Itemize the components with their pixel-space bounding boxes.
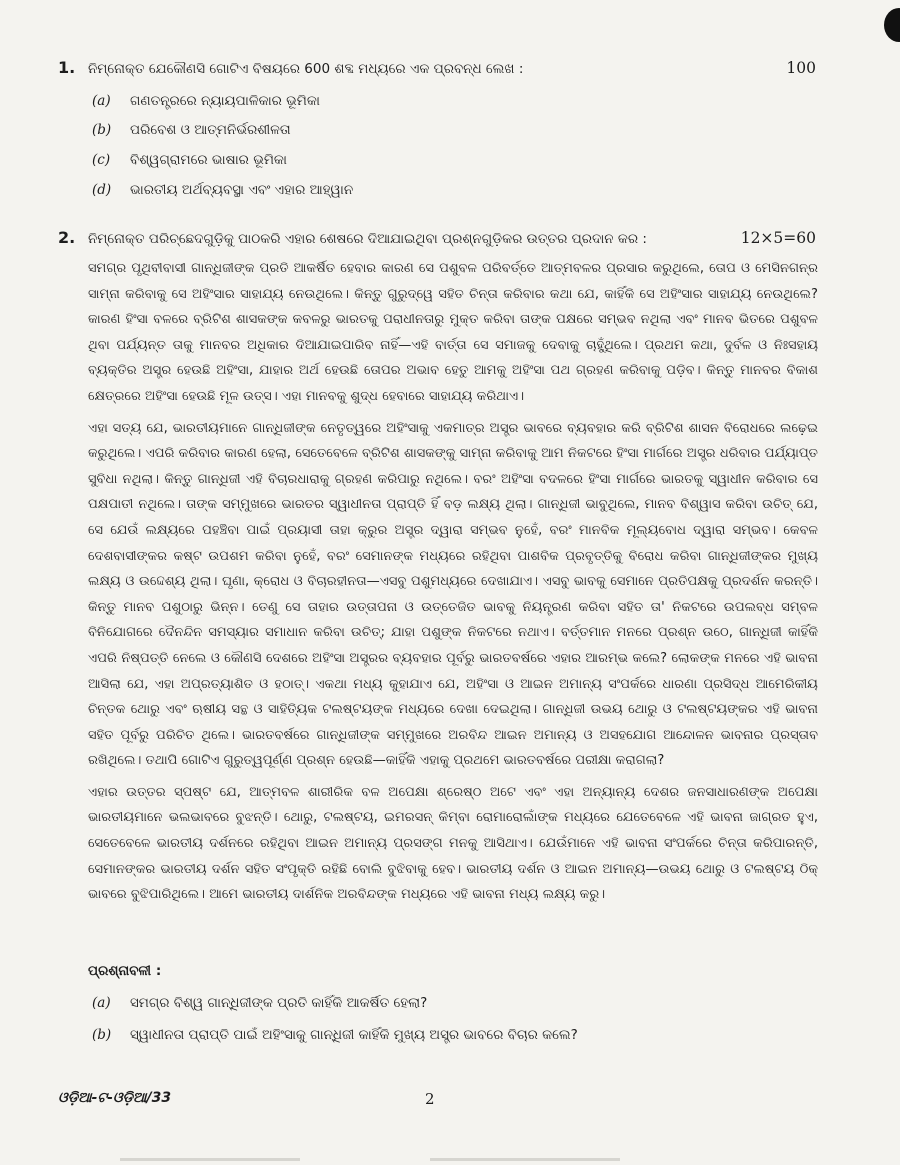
question-2-marks: 12×5=60	[740, 229, 816, 247]
question-1-number: 1.	[58, 58, 76, 77]
question-1-header	[58, 58, 816, 77]
question-1-marks: 100	[786, 59, 816, 77]
option-d	[92, 175, 353, 205]
ink-blot-mark	[884, 8, 900, 42]
option-text: ବିଶ୍ୱଗ୍ରାମରେ ଭାଷାର ଭୂମିକା	[130, 151, 287, 168]
paper-code: ଓଡ଼ିଆ-ଟ-ଓଡ଼ିଆ/33	[58, 1090, 172, 1106]
passage-questions	[92, 987, 578, 1051]
comprehension-passage	[88, 256, 818, 914]
option-label: (b)	[92, 122, 112, 139]
page-footer	[58, 1090, 816, 1114]
page-number: 2	[425, 1090, 435, 1108]
passage-paragraph: ସମଗ୍ର ପୃଥିବୀବାସୀ ଗାନ୍ଧିଜୀଙ୍କ ପ୍ରତି ଆକର୍ଷିତ ହେବାର କାରଣ ସେ ପଶୁବଳ ପରିବର୍ତ୍ତେ ଆତ୍ମବଳର ପ୍ରସାର କରୁଥିଲେ, ତୋପ ଓ ମେସିନଗନ୍‌ର ସାମ୍ନା କରିବାକୁ ସେ ଅହିଂସାର ସାହାଯ୍ୟ ନେଉଥିଲେ। କିନ୍ତୁ ଗୁରୁଦ୍ୱେ ସହିତ ଚିନ୍ତା କରିବାର କଥା ଯେ, କାହିଁକି ସେ ଅହିଂସାର ସାହାଯ୍ୟ ନେଉଥିଲେ? କାରଣ ହିଂସା ବଳରେ ବ୍ରିଟିଶ ଶାସକଙ୍କ କବଳରୁ ଭାରତକୁ ପରାଧୀନତାରୁ ମୁକ୍ତ କରିବା ତାଙ୍କ ପକ୍ଷରେ ସମ୍ଭବ ନଥିଲା ଏବଂ ମାନବ ଭିତରେ ପଶୁବଳ ଥିବା ପର୍ଯ୍ୟନ୍ତ ତାକୁ ମାନବର ଅଧିକାର ଦିଆଯାଇପାରିବ ନାହିଁ—ଏହି ବାର୍ତ୍ତା ସେ ସମାଜକୁ ଦେବାକୁ ଚାହୁଁଥିଲେ। ପ୍ରଥମ କଥା, ଦୁର୍ବଳ ଓ ନିଃସହାୟ ବ୍ୟକ୍ତିର ଅସ୍ତ୍ର ହେଉଛି ଅହିଂସା, ଯାହାର ଅର୍ଥ ହେଉଛି ତୋପର ଅଭାବ ହେତୁ ଆମକୁ ଅହିଂସା ପଥ ଗ୍ରହଣ କରିବାକୁ ପଡ଼ିବ। କିନ୍ତୁ ମାନବର ବିକାଶ କ୍ଷେତ୍ରରେ ଅହିଂସା ହେଉଛି ମୂଳ ଉତ୍ସ। ଏହା ମାନବକୁ ଶୁଦ୍ଧ ହେବାରେ ସାହାଯ୍ୟ କରିଥାଏ।	[88, 261, 818, 404]
question-text: ସ୍ୱାଧୀନତା ପ୍ରାପ୍ତି ପାଇଁ ଅହିଂସାକୁ ଗାନ୍ଧିଜୀ କାହିଁକି ମୁଖ୍ୟ ଅସ୍ତ୍ର ଭାବରେ ବିଚାର କଲେ?	[130, 1027, 578, 1043]
scan-artifact	[120, 1158, 300, 1161]
question-text: ସମଗ୍ର ବିଶ୍ୱ ଗାନ୍ଧିଜୀଙ୍କ ପ୍ରତି କାହିଁକି ଆକର୍ଷିତ ହେଲା?	[130, 995, 428, 1011]
option-text: ଗଣତନ୍ତ୍ରରେ ନ୍ୟାୟପାଳିକାର ଭୂମିକା	[130, 92, 320, 109]
question-2-text: ନିମ୍ନୋକ୍ତ ପରିଚ୍ଛେଦଗୁଡ଼ିକୁ ପାଠକରି ଏହାର ଶେଷରେ ଦିଆଯାଇଥିବା ପ୍ରଶ୍ନଗୁଡ଼ିକର ଉତ୍ତର ପ୍ରଦାନ କର :	[88, 231, 647, 247]
questions-heading: ପ୍ରଶ୍ନାବଳୀ :	[88, 963, 162, 979]
option-text: ଭାରତୀୟ ଅର୍ଥବ୍ୟବସ୍ଥା ଏବଂ ଏହାର ଆହ୍ୱାନ	[130, 181, 354, 198]
passage-question-a	[92, 987, 578, 1019]
passage-paragraph: ଏହାର ଉତ୍ତର ସ୍ପଷ୍ଟ ଯେ, ଆତ୍ମବଳ ଶାରୀରିକ ବଳ ଅପେକ୍ଷା ଶ୍ରେଷ୍ଠ ଅଟେ ଏବଂ ଏହା ଅନ୍ୟାନ୍ୟ ଦେଶର ଜନସାଧାରଣଙ୍କ ଅପେକ୍ଷା ଭାରତୀୟମାନେ ଭଲଭାବରେ ବୁଝନ୍ତି। ଥୋରୁ, ଟଲଷ୍ଟୟ, ଇମରସନ୍ କିମ୍ବା ରୋମାରୋଲାଁଙ୍କ ମଧ୍ୟରେ ଯେତେବେଳେ ଏହି ଭାବନା ଜାଗ୍ରତ ହୁଏ, ସେତେବେଳେ ଭାରତୀୟ ଦର୍ଶନରେ ରହିଥିବା ଆଇନ ଅମାନ୍ୟ ପ୍ରସଙ୍ଗ ମନକୁ ଆସିଥାଏ। ଯେଉଁମାନେ ଏହି ଭାବନା ସଂପର୍କରେ ଚିନ୍ତା କରିପାରନ୍ତି, ସେମାନଙ୍କର ଭାରତୀୟ ଦର୍ଶନ ସହିତ ସଂପୃକ୍ତି ରହିଛି ବୋଲି ବୁଝିବାକୁ ହେବ। ଭାରତୀୟ ଦର୍ଶନ ଓ ଆଇନ ଅମାନ୍ୟ—ଉଭୟ ଥୋରୁ ଓ ଟଲଷ୍ଟୟ ଠିକ୍ ଭାବରେ ବୁଝିପାରିଥିଲେ। ଆମେ ଭାରତୀୟ ଦାର୍ଶନିକ ଅରବିନ୍ଦଙ୍କ ମଧ୍ୟରେ ଏହି ଭାବନା ମଧ୍ୟ ଲକ୍ଷ୍ୟ କରୁ।	[88, 784, 818, 903]
question-1-options	[92, 86, 353, 204]
option-b	[92, 116, 353, 146]
passage-paragraph: ଏହା ସତ୍ୟ ଯେ, ଭାରତୀୟମାନେ ଗାନ୍ଧିଜୀଙ୍କ ନେତୃତ୍ୱରେ ଅହିଂସାକୁ ଏକମାତ୍ର ଅସ୍ତ୍ର ଭାବରେ ବ୍ୟବହାର କରି ବ୍ରିଟିଶ ଶାସନ ବିରୋଧରେ ଲଢ଼େଇ କରୁଥିଲେ। ଏପରି କରିବାର କାରଣ ହେଲା, ସେତେବେଳେ ବ୍ରିଟିଶ ଶାସକଙ୍କୁ ସାମ୍ନା କରିବାକୁ ଆମ ନିକଟରେ ହିଂସା ମାର୍ଗରେ ଅସ୍ତ୍ର ଧରିବାର ପର୍ଯ୍ୟାପ୍ତ ସୁବିଧା ନଥିଲା। କିନ୍ତୁ ଗାନ୍ଧିଜୀ ଏହି ବିଚାରଧାରାକୁ ଗ୍ରହଣ କରିପାରୁ ନଥିଲେ। ବରଂ ଅହିଂସା ବଦଳରେ ହିଂସା ମାର୍ଗରେ ଭାରତକୁ ସ୍ୱାଧୀନ କରିବାର ସେ ପକ୍ଷପାତୀ ନଥିଲେ। ତାଙ୍କ ସମ୍ମୁଖରେ ଭାରତର ସ୍ୱାଧୀନତା ପ୍ରାପ୍ତି ହିଁ ବଡ଼ ଲକ୍ଷ୍ୟ ଥିଲା। ଗାନ୍ଧିଜୀ ଭାବୁଥିଲେ, ମାନବ ବିଶ୍ୱାସ କରିବା ଉଚିତ୍ ଯେ, ସେ ଯେଉଁ ଲକ୍ଷ୍ୟରେ ପହଞ୍ଚିବା ପାଇଁ ପ୍ରୟାସୀ ତାହା କ୍ରୁର ଅସ୍ତ୍ର ଦ୍ୱାରା ସମ୍ଭବ ନୁହେଁ, ବରଂ ମାନବିକ ମୂଲ୍ୟବୋଧ ଦ୍ୱାରା ସମ୍ଭବ। କେବଳ ଦେଶବାସୀଙ୍କର କଷ୍ଟ ଉପଶମ କରିବା ନୁହେଁ, ବରଂ ସେମାନଙ୍କ ମଧ୍ୟରେ ରହିଥିବା ପାଶବିକ ପ୍ରବୃତ୍ତିକୁ ବିରୋଧ କରିବା ଗାନ୍ଧିଜୀଙ୍କର ମୁଖ୍ୟ ଲକ୍ଷ୍ୟ ଓ ଉଦ୍ଦେଶ୍ୟ ଥିଲା। ଘୃଣା, କ୍ରୋଧ ଓ ବିଚାରହୀନତା—ଏସବୁ ପଶୁମଧ୍ୟରେ ଦେଖାଯାଏ। ଏସବୁ ଭାବକୁ ସେମାନେ ପ୍ରତିପକ୍ଷକୁ ପ୍ରଦର୍ଶନ କରନ୍ତି। କିନ୍ତୁ ମାନବ ପଶୁଠାରୁ ଭିନ୍ନ। ତେଣୁ ସେ ତାହାର ଉତ୍ତାପନା ଓ ଉତ୍ତେଜିତ ଭାବକୁ ନିୟନ୍ତ୍ରଣ କରିବା ସହିତ ତା' ନିକଟରେ ଉପଲବ୍ଧ ସମ୍ବଳ ବିନିଯୋଗରେ ଦୈନନ୍ଦିନ ସମସ୍ୟାର ସମାଧାନ କରିବା ଉଚିତ୍; ଯାହା ପଶୁଙ୍କ ନିକଟରେ ନଥାଏ। ବର୍ତ୍ତମାନ ମନରେ ପ୍ରଶ୍ନ ଉଠେ, ଗାନ୍ଧିଜୀ କାହିଁକି ଏପରି ନିଷ୍ପତ୍ତି ନେଲେ ଓ କୌଣସି ଦେଶରେ ଅହିଂସା ଅସ୍ତ୍ରର ବ୍ୟବହାର ପୂର୍ବରୁ ଭାରତବର୍ଷରେ ଏହାର ଆରମ୍ଭ କଲେ? ଲୋକଙ୍କ ମନରେ ଏହି ଭାବନା ଆସିଲା ଯେ, ଏହା ଅପ୍ରତ୍ୟାଶିତ ଓ ହଠାତ୍। ଏକଥା ମଧ୍ୟ କୁହାଯାଏ ଯେ, ଅହିଂସା ଓ ଆଇନ ଅମାନ୍ୟ ସଂପର୍କରେ ଧାରଣା ପ୍ରସିଦ୍ଧ ଆମେରିକୀୟ ଚିନ୍ତକ ଥୋରୁ ଏବଂ ଋଷୀୟ ସନ୍ଥ ଓ ସାହିତ୍ୟିକ ଟଲଷ୍ଟୟଙ୍କ ମଧ୍ୟରେ ଦେଖା ଦେଇଥିଲା। ଗାନ୍ଧିଜୀ ଉଭୟ ଥୋରୁ ଓ ଟଲଷ୍ଟୟଙ୍କର ଏହି ଭାବନା ସହିତ ପୂର୍ବରୁ ପରିଚିତ ଥିଲେ। ଭାରତବର୍ଷରେ ଗାନ୍ଧିଜୀଙ୍କ ସମ୍ମୁଖରେ ଅରବିନ୍ଦ ଆଇନ ଅମାନ୍ୟ ଓ ଅସହଯୋଗ ଆନ୍ଦୋଳନ ଭାବନାର ପ୍ରସ୍ତାବ ରଖିଥିଲେ। ତଥାପି ଗୋଟିଏ ଗୁରୁତ୍ୱପୂର୍ଣ୍ଣ ପ୍ରଶ୍ନ ହେଉଛି—କାହିଁକି ଏହାକୁ ପ୍ରଥମେ ଭାରତବର୍ଷରେ ପରୀକ୍ଷା କରାଗଲା?	[88, 420, 818, 769]
question-1-text: ନିମ୍ନୋକ୍ତ ଯେକୌଣସି ଗୋଟିଏ ବିଷୟରେ 600 ଶବ୍ଦ ମଧ୍ୟରେ ଏକ ପ୍ରବନ୍ଧ ଲେଖ :	[88, 61, 524, 77]
question-2-number: 2.	[58, 228, 76, 247]
option-c	[92, 145, 353, 175]
question-label: (a)	[92, 995, 111, 1011]
option-label: (a)	[92, 92, 111, 109]
option-text: ପରିବେଶ ଓ ଆତ୍ମନିର୍ଭରଶୀଳତା	[130, 122, 291, 139]
option-a	[92, 86, 353, 116]
question-2-header	[58, 228, 816, 247]
question-label: (b)	[92, 1027, 112, 1043]
option-label: (d)	[92, 181, 112, 198]
scan-artifact	[430, 1158, 620, 1161]
passage-question-b	[92, 1019, 578, 1051]
option-label: (c)	[92, 151, 111, 168]
